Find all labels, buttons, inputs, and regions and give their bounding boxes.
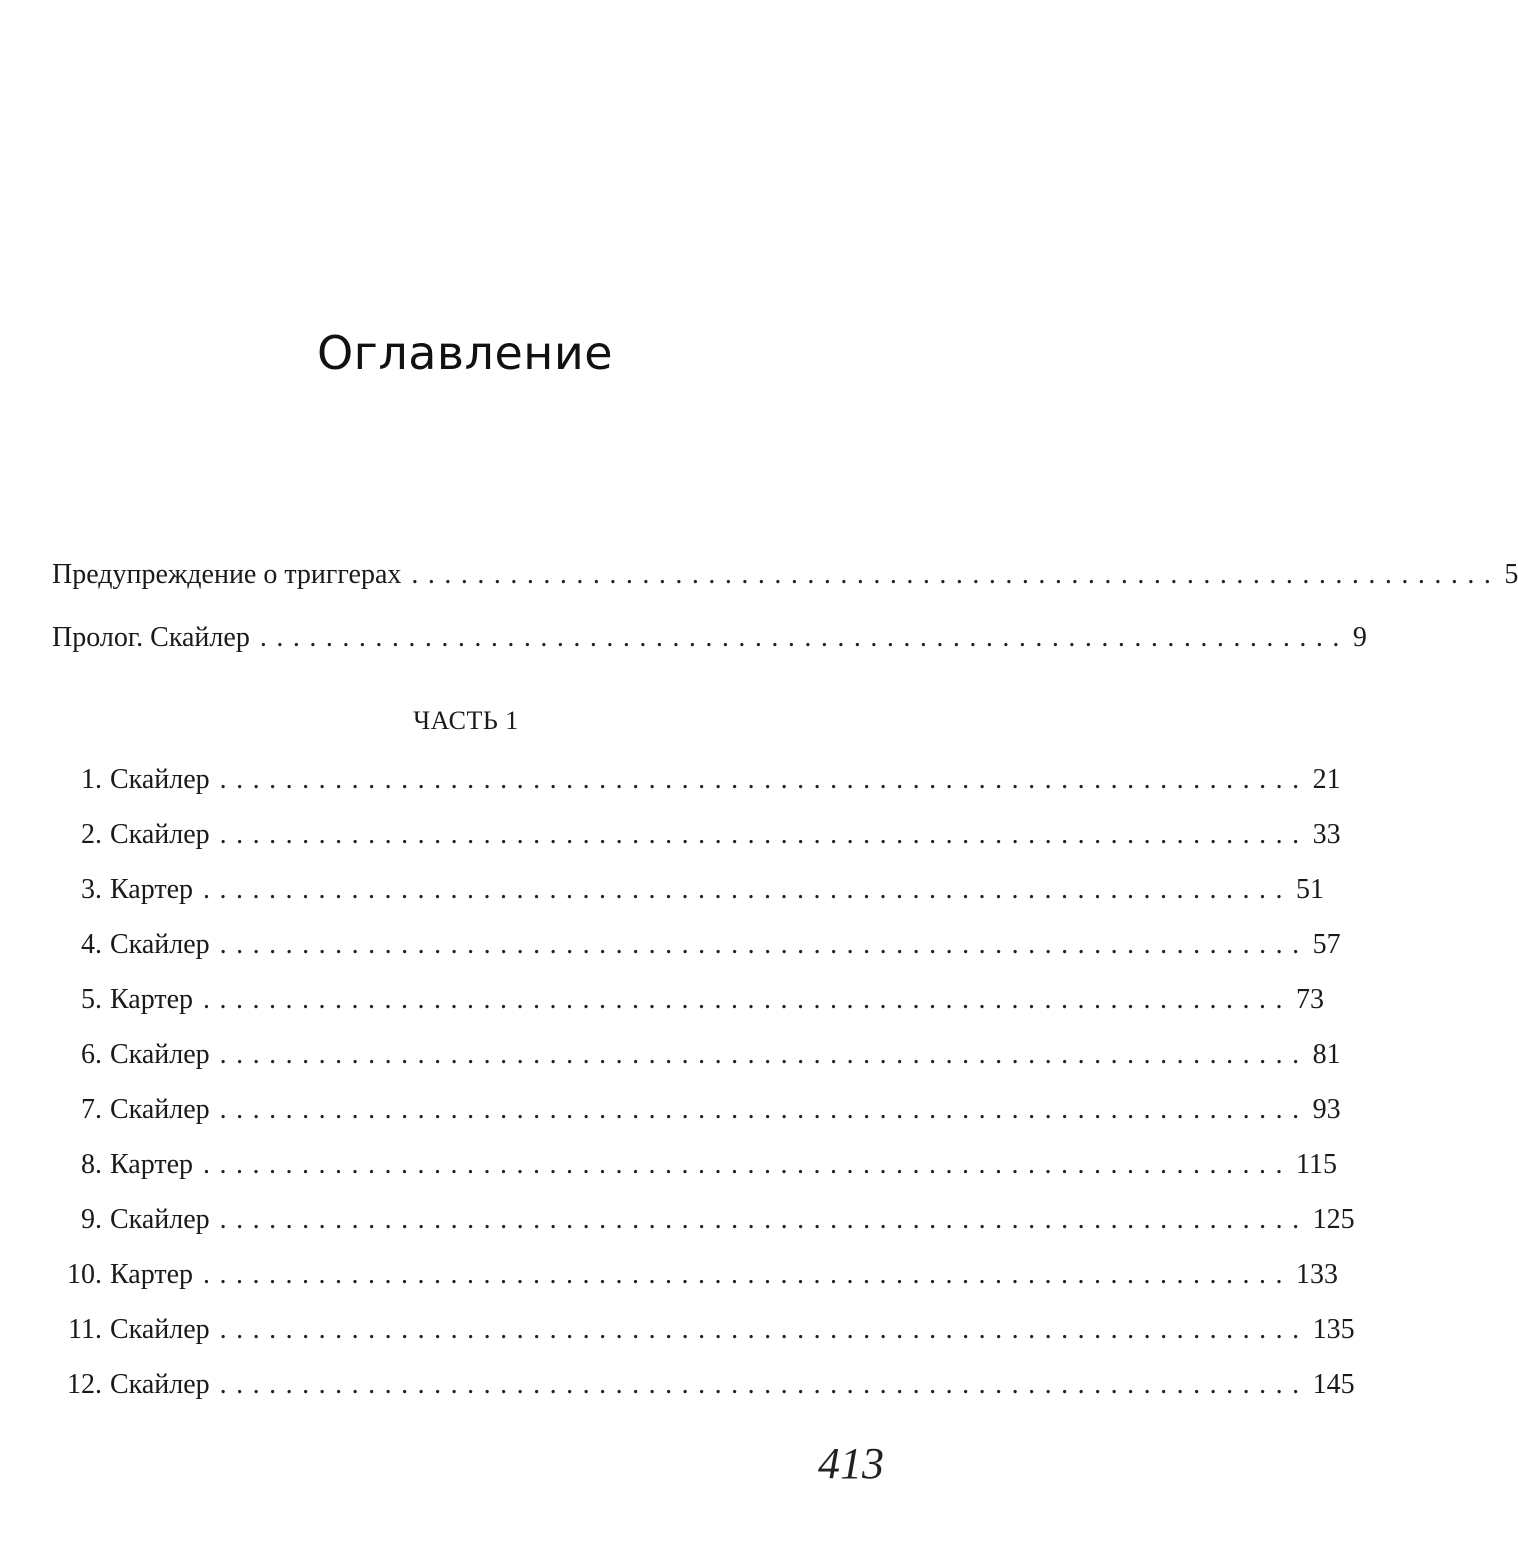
- dot-leader: ..................................................................: [219, 1369, 1309, 1400]
- chapter-number: 9.: [81, 1204, 102, 1235]
- chapter-title: Картер: [110, 984, 194, 1015]
- toc-entry-chapter[interactable]: [52, 1035, 1341, 1075]
- chapter-page: 135: [1312, 1314, 1355, 1345]
- chapter-number: 1.: [81, 764, 102, 795]
- chapter-title: Скайлер: [110, 764, 210, 795]
- chapter-page: 21: [1312, 764, 1341, 795]
- dot-leader: ..................................................................: [203, 874, 1293, 905]
- chapter-title: Картер: [110, 1259, 194, 1290]
- toc-entry-chapter[interactable]: [52, 1145, 1337, 1185]
- toc-entry-chapter[interactable]: [52, 980, 1325, 1020]
- dot-leader: ..................................................................: [203, 1259, 1293, 1290]
- chapter-number: 4.: [81, 929, 102, 960]
- page-title: Оглавление: [316, 326, 614, 380]
- chapter-title: Картер: [110, 874, 194, 905]
- chapter-number: 3.: [81, 874, 102, 905]
- page-number: 413: [818, 1439, 884, 1488]
- dot-leader: ..................................................................: [219, 1039, 1309, 1070]
- chapter-number: 8.: [81, 1149, 102, 1180]
- chapter-title: Скайлер: [110, 929, 210, 960]
- toc-entry-chapter[interactable]: [52, 760, 1341, 800]
- chapter-number: 5.: [81, 984, 102, 1015]
- chapter-page: 81: [1312, 1039, 1341, 1070]
- toc-entry-chapter[interactable]: [52, 1365, 1355, 1405]
- toc-entry-prologue[interactable]: [52, 618, 1367, 658]
- dot-leader: ..................................................................: [219, 929, 1309, 960]
- toc-entry-chapter[interactable]: [52, 1200, 1355, 1240]
- dot-leader: ..................................................................: [203, 1149, 1293, 1180]
- chapter-number: 11.: [68, 1314, 102, 1345]
- chapter-title: Картер: [110, 1149, 194, 1180]
- chapter-page: 133: [1296, 1259, 1339, 1290]
- dot-leader: ..................................................................: [219, 1204, 1309, 1235]
- chapter-number: 6.: [81, 1039, 102, 1070]
- toc-entry-chapter[interactable]: [52, 1255, 1339, 1295]
- chapter-title: Скайлер: [110, 1039, 210, 1070]
- chapter-page: 73: [1296, 984, 1325, 1015]
- toc-entry-page: 9: [1352, 622, 1367, 653]
- chapter-page: 115: [1296, 1149, 1337, 1180]
- toc-entry-chapter[interactable]: [52, 870, 1325, 910]
- dot-leader: ..................................................................: [219, 1314, 1309, 1345]
- toc-entry-chapter[interactable]: [52, 815, 1341, 855]
- chapter-title: Скайлер: [110, 1314, 210, 1345]
- toc-entry-chapter[interactable]: [52, 1090, 1341, 1130]
- chapter-title: Скайлер: [110, 1204, 210, 1235]
- chapter-page: 33: [1312, 819, 1341, 850]
- dot-leader: ..................................................................: [219, 1094, 1309, 1125]
- chapter-title: Скайлер: [110, 1094, 210, 1125]
- chapter-title: Скайлер: [110, 1369, 210, 1400]
- chapter-page: 93: [1312, 1094, 1341, 1125]
- toc-entry-title: Предупреждение о триггерах: [52, 559, 402, 590]
- chapter-number: 10.: [67, 1259, 102, 1290]
- chapter-page: 125: [1312, 1204, 1355, 1235]
- toc-entry-chapter[interactable]: [52, 925, 1341, 965]
- dot-leader: ..................................................................: [219, 819, 1309, 850]
- dot-leader: ..................................................................: [411, 559, 1501, 590]
- toc-entry-title: Пролог. Скайлер: [52, 622, 250, 653]
- dot-leader: ..................................................................: [219, 764, 1309, 795]
- chapter-page: 57: [1312, 929, 1341, 960]
- part-heading: ЧАСТЬ 1: [413, 706, 519, 735]
- toc-entry-chapter[interactable]: [52, 1310, 1355, 1350]
- toc-entry-trigger-warning[interactable]: [52, 555, 1518, 595]
- chapter-number: 7.: [81, 1094, 102, 1125]
- toc-entry-page: 5: [1504, 559, 1518, 590]
- chapter-number: 12.: [67, 1369, 102, 1400]
- chapter-title: Скайлер: [110, 819, 210, 850]
- dot-leader: ..................................................................: [259, 622, 1349, 653]
- chapter-page: 51: [1296, 874, 1325, 905]
- dot-leader: ..................................................................: [203, 984, 1293, 1015]
- chapter-page: 145: [1312, 1369, 1355, 1400]
- chapter-number: 2.: [81, 819, 102, 850]
